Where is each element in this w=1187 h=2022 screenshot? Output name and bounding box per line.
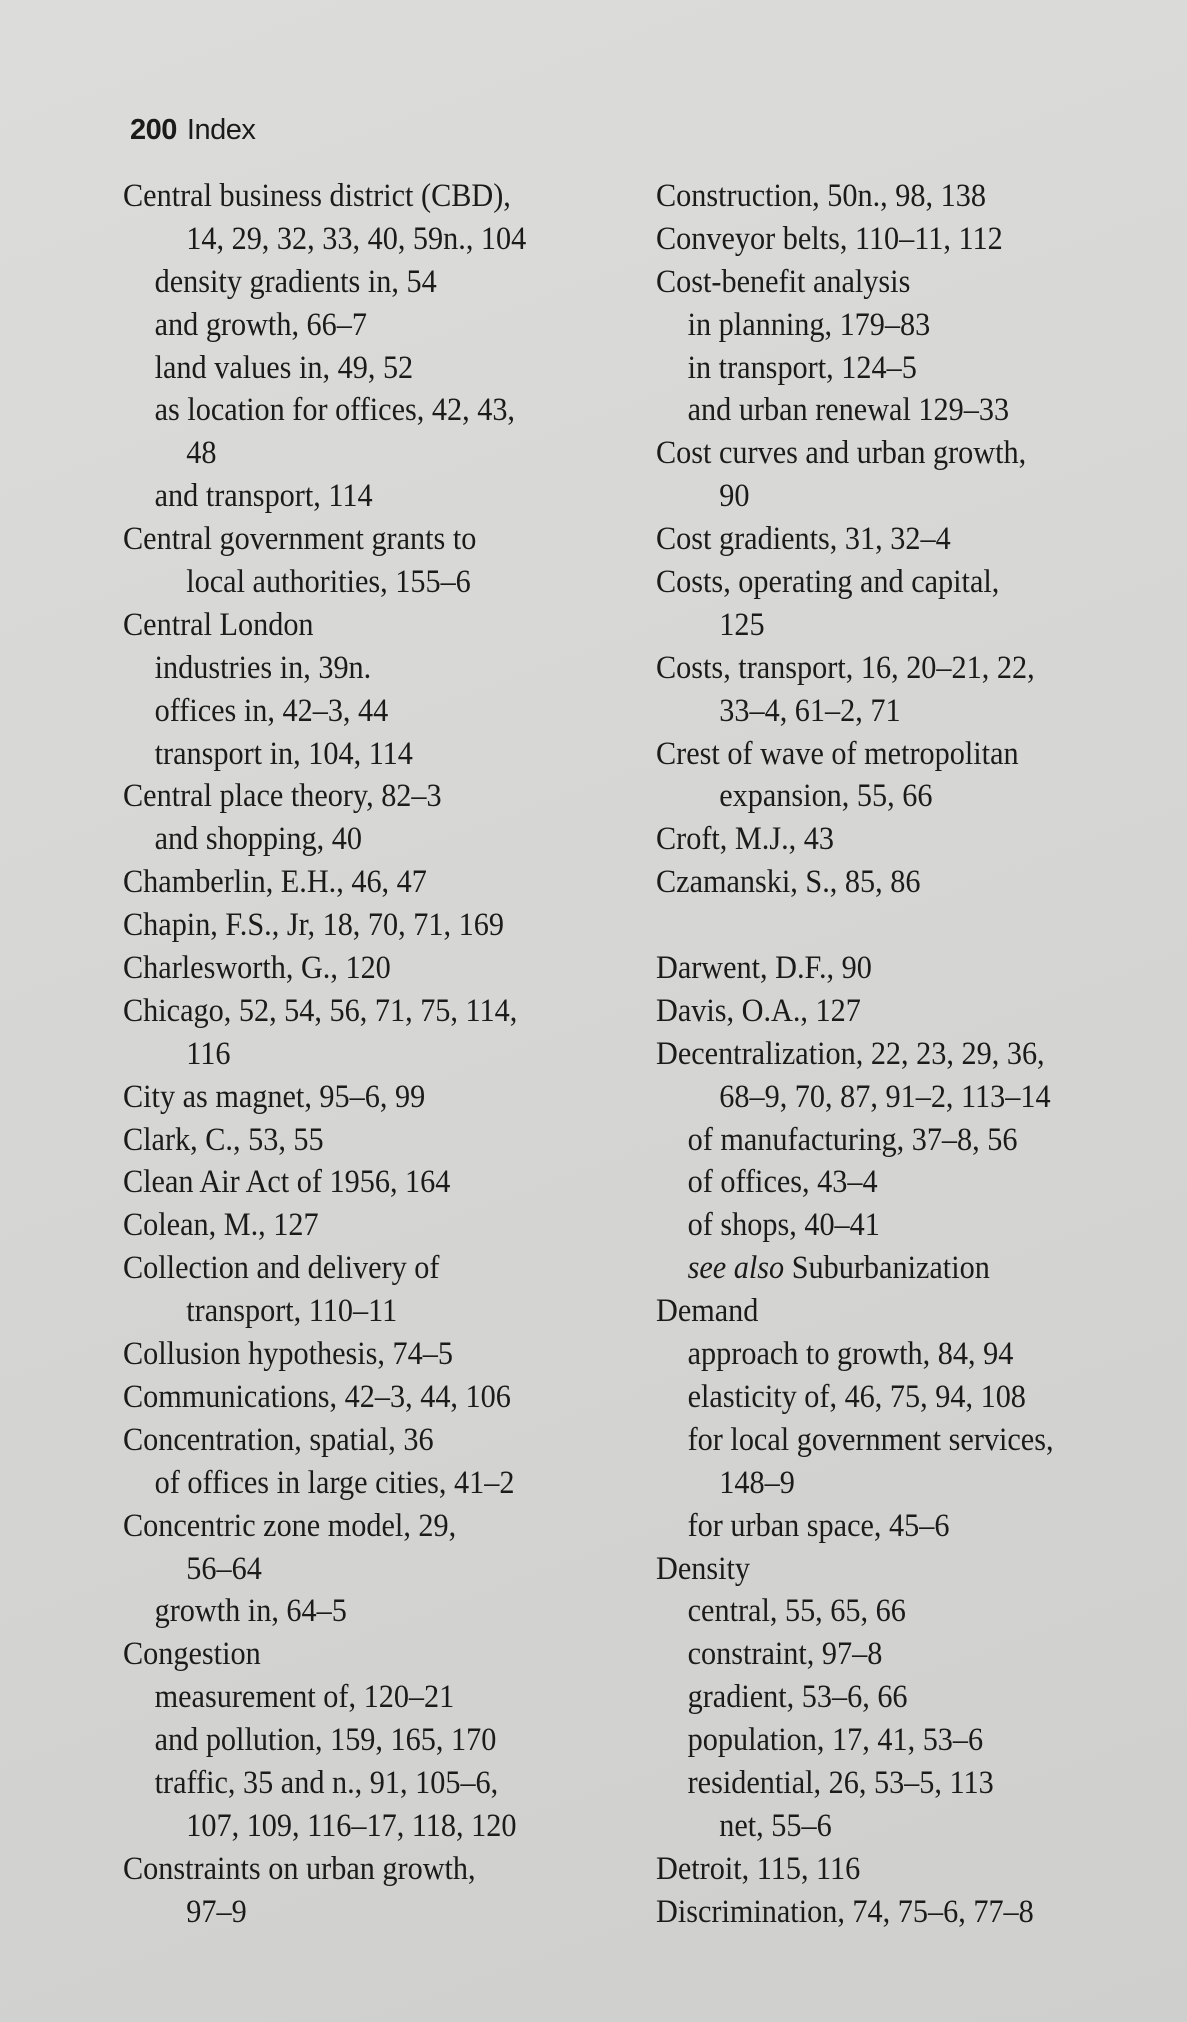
entry-text: 107, 109, 116–17, 118, 120: [186, 1807, 517, 1844]
entry-text: gradient, 53–6, 66: [687, 1679, 908, 1716]
entry-text: of shops, 40–41: [687, 1207, 880, 1244]
entry-text: in planning, 179–83: [687, 306, 931, 343]
index-entry: [123, 1161, 526, 1204]
index-entry: [123, 990, 526, 1033]
index-entry: [656, 1848, 1054, 1891]
entry-text: Concentration, spatial, 36: [123, 1421, 434, 1458]
entry-text: and growth, 66–7: [154, 306, 368, 343]
index-entry-continuation: [123, 432, 526, 475]
index-subentry: [656, 1333, 1054, 1376]
entry-text: Central government grants to: [123, 521, 477, 558]
index-entry-continuation: [656, 604, 1054, 647]
index-subentry: [123, 1762, 526, 1805]
index-entry: [656, 1891, 1054, 1934]
index-subentry: [123, 733, 526, 776]
index-entry: [123, 1376, 526, 1419]
entry-text: of manufacturing, 37–8, 56: [687, 1121, 1018, 1158]
entry-text: Cost-benefit analysis: [656, 263, 911, 300]
entry-text: approach to growth, 84, 94: [687, 1336, 1014, 1373]
index-entry: [123, 775, 526, 818]
index-entry: [656, 647, 1054, 690]
running-header: [130, 114, 255, 147]
entry-text: for local government services,: [687, 1421, 1054, 1458]
index-subentry: [656, 1719, 1054, 1762]
index-subentry: [123, 647, 526, 690]
entry-text: population, 17, 41, 53–6: [687, 1722, 984, 1759]
index-subentry: [123, 1676, 526, 1719]
entry-text: 56–64: [186, 1550, 262, 1587]
entry-text: Cost gradients, 31, 32–4: [656, 521, 951, 558]
entry-text: Central place theory, 82–3: [123, 778, 442, 815]
entry-text: transport in, 104, 114: [154, 735, 413, 772]
index-entry: [656, 818, 1054, 861]
index-entry: [123, 904, 526, 947]
entry-text: density gradients in, 54: [154, 263, 437, 300]
entry-text: as location for offices, 42, 43,: [154, 392, 515, 429]
index-entry-continuation: [656, 1076, 1054, 1119]
entry-text: growth in, 64–5: [154, 1593, 347, 1630]
entry-text: of offices in large cities, 41–2: [154, 1464, 515, 1501]
index-entry: [123, 1333, 526, 1376]
index-entry: [123, 518, 526, 561]
index-entry-continuation: [123, 1805, 526, 1848]
index-entry: [123, 1505, 526, 1548]
entry-text: Density: [656, 1550, 751, 1587]
entry-text: Colean, M., 127: [123, 1207, 319, 1244]
index-subentry: [656, 1119, 1054, 1162]
entry-text: for urban space, 45–6: [687, 1507, 950, 1544]
entry-text: Croft, M.J., 43: [656, 821, 835, 858]
index-entry-continuation: [656, 690, 1054, 733]
entry-text: Clark, C., 53, 55: [123, 1121, 324, 1158]
index-subentry: [656, 1633, 1054, 1676]
index-entry: [656, 561, 1054, 604]
index-subentry: [656, 1590, 1054, 1633]
index-entry: [656, 1033, 1054, 1076]
see-also-label: see also: [687, 1250, 785, 1287]
entry-text: local authorities, 155–6: [186, 564, 471, 601]
index-subentry: [123, 389, 526, 432]
index-subentry: [123, 261, 526, 304]
entry-text: Charlesworth, G., 120: [123, 950, 391, 987]
index-subentry: [656, 1161, 1054, 1204]
entry-text: and transport, 114: [154, 478, 373, 515]
index-subentry: [123, 1462, 526, 1505]
entry-text: Demand: [656, 1293, 759, 1330]
entry-text: Decentralization, 22, 23, 29, 36,: [656, 1035, 1045, 1072]
entry-text: Chapin, F.S., Jr, 18, 70, 71, 169: [123, 907, 504, 944]
index-entry: [656, 947, 1054, 990]
index-entry: [656, 904, 1054, 947]
index-entry: [656, 861, 1054, 904]
index-entry-continuation: [123, 1290, 526, 1333]
entry-text: and pollution, 159, 165, 170: [154, 1722, 497, 1759]
index-subentry: [656, 1419, 1054, 1462]
entry-text: Conveyor belts, 110–11, 112: [656, 220, 1003, 257]
page-number: 200: [130, 114, 177, 146]
index-entry: [656, 175, 1054, 218]
index-entry-continuation: [123, 1548, 526, 1591]
entry-text: measurement of, 120–21: [154, 1679, 455, 1716]
entry-text: Congestion: [123, 1636, 261, 1673]
entry-text: and shopping, 40: [154, 821, 362, 858]
entry-text: transport, 110–11: [186, 1293, 398, 1330]
entry-text: Cost curves and urban growth,: [656, 435, 1027, 472]
index-entry: [656, 733, 1054, 776]
entry-text: expansion, 55, 66: [719, 778, 933, 815]
entry-text: Clean Air Act of 1956, 164: [123, 1164, 451, 1201]
index-entry: [656, 1290, 1054, 1333]
entry-text: 90: [719, 478, 750, 515]
index-subentry: [656, 1762, 1054, 1805]
entry-text: land values in, 49, 52: [154, 349, 414, 386]
index-subentry: [656, 389, 1054, 432]
index-entry-continuation: [656, 475, 1054, 518]
index-subentry: [123, 818, 526, 861]
index-entry: [656, 261, 1054, 304]
entry-text: Suburbanization: [784, 1250, 990, 1287]
index-entry: [123, 1419, 526, 1462]
index-entry: [656, 990, 1054, 1033]
index-subentry: [656, 1676, 1054, 1719]
index-entry: [123, 1119, 526, 1162]
entry-text: Constraints on urban growth,: [123, 1850, 476, 1887]
index-entry-continuation: [123, 218, 526, 261]
index-subentry: [656, 1204, 1054, 1247]
index-entry-continuation: [123, 561, 526, 604]
entry-text: Central London: [123, 606, 314, 643]
entry-text: net, 55–6: [719, 1807, 832, 1844]
entry-text: Chicago, 52, 54, 56, 71, 75, 114,: [123, 992, 518, 1029]
index-subentry: [123, 304, 526, 347]
index-entry: [123, 1076, 526, 1119]
index-entry-continuation: [656, 775, 1054, 818]
index-entry: [656, 218, 1054, 261]
entry-text: Chamberlin, E.H., 46, 47: [123, 864, 427, 901]
entry-text: Central business district (CBD),: [123, 178, 511, 214]
index-column-left: [123, 175, 557, 1934]
entry-text: 48: [186, 435, 217, 472]
entry-text: elasticity of, 46, 75, 94, 108: [687, 1378, 1026, 1415]
entry-text: Detroit, 115, 116: [656, 1850, 861, 1887]
index-entry: [123, 175, 526, 218]
entry-text: Concentric zone model, 29,: [123, 1507, 457, 1544]
entry-text: industries in, 39n.: [154, 649, 372, 686]
index-entry: [123, 1247, 526, 1290]
entry-text: 97–9: [186, 1893, 247, 1930]
entry-text: Collection and delivery of: [123, 1250, 440, 1287]
entry-text: central, 55, 65, 66: [687, 1593, 906, 1630]
entry-text: 33–4, 61–2, 71: [719, 692, 901, 729]
index-subentry: [656, 1505, 1054, 1548]
entry-text: in transport, 124–5: [687, 349, 917, 386]
entry-text: City as magnet, 95–6, 99: [123, 1078, 426, 1115]
index-subentry: [123, 1590, 526, 1633]
index-entry-continuation: [123, 1891, 526, 1934]
entry-text: Davis, O.A., 127: [656, 992, 861, 1029]
index-entry-continuation: [123, 1033, 526, 1076]
index-entry-continuation: [656, 1462, 1054, 1505]
entry-text: Czamanski, S., 85, 86: [656, 864, 921, 901]
index-entry-continuation: [656, 1805, 1054, 1848]
index-subentry: [123, 475, 526, 518]
index-subentry: [656, 1247, 1054, 1290]
entry-text: constraint, 97–8: [687, 1636, 883, 1673]
entry-text: Collusion hypothesis, 74–5: [123, 1336, 453, 1373]
entry-text: 125: [719, 606, 765, 643]
index-entry: [123, 861, 526, 904]
index-entry: [123, 1204, 526, 1247]
entry-text: and urban renewal 129–33: [687, 392, 1010, 429]
index-entry: [123, 1848, 526, 1891]
entry-text: 14, 29, 32, 33, 40, 59n., 104: [186, 220, 527, 257]
running-title: Index: [186, 114, 256, 146]
entry-text: of offices, 43–4: [687, 1164, 878, 1201]
entry-text: Darwent, D.F., 90: [656, 950, 872, 987]
index-entry: [656, 1548, 1054, 1591]
index-entry: [656, 432, 1054, 475]
entry-text: 148–9: [719, 1464, 795, 1501]
index-subentry: [656, 347, 1054, 390]
index-column-right: [656, 175, 1083, 1934]
entry-text: 116: [186, 1035, 231, 1072]
entry-text: Discrimination, 74, 75–6, 77–8: [656, 1893, 1034, 1930]
entry-text: Crest of wave of metropolitan: [656, 735, 1019, 772]
entry-text: 68–9, 70, 87, 91–2, 113–14: [719, 1078, 1051, 1115]
index-subentry: [123, 1719, 526, 1762]
entry-text: Costs, transport, 16, 20–21, 22,: [656, 649, 1035, 686]
index-entry: [123, 1633, 526, 1676]
entry-text: residential, 26, 53–5, 113: [687, 1764, 994, 1801]
entry-text: Construction, 50n., 98, 138: [656, 178, 986, 214]
index-subentry: [123, 347, 526, 390]
index-subentry: [123, 690, 526, 733]
entry-text: Communications, 42–3, 44, 106: [123, 1378, 511, 1415]
entry-text: offices in, 42–3, 44: [154, 692, 389, 729]
entry-text: Costs, operating and capital,: [656, 564, 1000, 601]
index-entry: [123, 604, 526, 647]
index-subentry: [656, 304, 1054, 347]
index-subentry: [656, 1376, 1054, 1419]
index-entry: [656, 518, 1054, 561]
entry-text: traffic, 35 and n., 91, 105–6,: [154, 1764, 499, 1801]
index-entry: [123, 947, 526, 990]
